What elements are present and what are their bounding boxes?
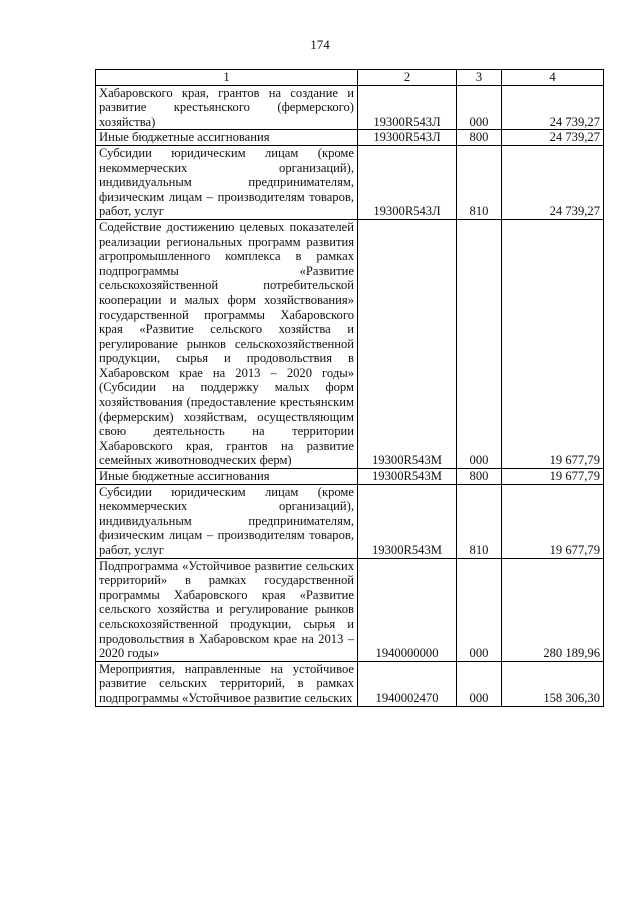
row-vr: 800 bbox=[457, 130, 502, 146]
page-number: 174 bbox=[310, 37, 330, 52]
row-vr: 000 bbox=[457, 219, 502, 468]
row-name: Субсидии юридическим лицам (кроме некоммерческих организаций), индивидуальным предпринимателям, физическим лицам – производителям товаров, работ, услуг bbox=[96, 484, 358, 558]
table-row bbox=[96, 145, 604, 219]
table-row bbox=[96, 219, 604, 468]
row-name: Иные бюджетные ассигнования bbox=[96, 469, 358, 485]
row-code: 1940002470 bbox=[358, 661, 457, 706]
table-row bbox=[96, 130, 604, 146]
row-code: 1940000000 bbox=[358, 558, 457, 661]
budget-table bbox=[95, 69, 604, 707]
row-name: Содействие достижению целевых показателей реализации региональных программ развития агропромышленного комплекса в рамках подпрограммы «Развитие сельскохозяйственной потребительской кооперации и малых форм хозяйствования» государственной программы Хабаровского края «Развитие сельского хозяйства и регулирование рынков сельскохозяйственной продукции, сырья и продовольствия в Хабаровском крае на 2013 – 2020 годы» (Субсидии на поддержку малых форм хозяйствования (предоставление крестьянским (фермерским) хозяйствам, осуществляющим свою деятельность на территории Хабаровского края, грантов на развитие семейных животноводческих ферм) bbox=[96, 219, 358, 468]
row-sum: 24 739,27 bbox=[502, 85, 604, 130]
table-row bbox=[96, 469, 604, 485]
row-vr: 810 bbox=[457, 145, 502, 219]
header-col-2: 2 bbox=[358, 70, 457, 86]
header-col-1: 1 bbox=[96, 70, 358, 86]
header-col-4: 4 bbox=[502, 70, 604, 86]
row-sum: 24 739,27 bbox=[502, 130, 604, 146]
row-code: 19300R543Л bbox=[358, 130, 457, 146]
row-name: Иные бюджетные ассигнования bbox=[96, 130, 358, 146]
row-vr: 000 bbox=[457, 558, 502, 661]
row-sum: 158 306,30 bbox=[502, 661, 604, 706]
table-row bbox=[96, 85, 604, 130]
row-name: Субсидии юридическим лицам (кроме некоммерческих организаций), индивидуальным предпринимателям, физическим лицам – производителям товаров, работ, услуг bbox=[96, 145, 358, 219]
row-sum: 19 677,79 bbox=[502, 484, 604, 558]
row-vr: 800 bbox=[457, 469, 502, 485]
row-sum: 280 189,96 bbox=[502, 558, 604, 661]
table-header-row bbox=[96, 70, 604, 86]
row-code: 19300R543М bbox=[358, 219, 457, 468]
table-row bbox=[96, 661, 604, 706]
row-sum: 19 677,79 bbox=[502, 219, 604, 468]
row-code: 19300R543Л bbox=[358, 85, 457, 130]
row-vr: 000 bbox=[457, 661, 502, 706]
row-sum: 19 677,79 bbox=[502, 469, 604, 485]
row-name: Хабаровского края, грантов на создание и развитие крестьянского (фермерского) хозяйства) bbox=[96, 85, 358, 130]
row-code: 19300R543М bbox=[358, 484, 457, 558]
row-name: Подпрограмма «Устойчивое развитие сельских территорий» в рамках государственной программы Хабаровского края «Развитие сельского хозяйства и регулирование рынков сельскохозяйственной продукции, сырья и продовольствия в Хабаровском крае на 2013 – 2020 годы» bbox=[96, 558, 358, 661]
row-name: Мероприятия, направленные на устойчивое развитие сельских территорий, в рамках подпрограммы «Устойчивое развитие сельских bbox=[96, 661, 358, 706]
row-sum: 24 739,27 bbox=[502, 145, 604, 219]
table-row bbox=[96, 484, 604, 558]
row-code: 19300R543М bbox=[358, 469, 457, 485]
row-code: 19300R543Л bbox=[358, 145, 457, 219]
header-col-3: 3 bbox=[457, 70, 502, 86]
row-vr: 810 bbox=[457, 484, 502, 558]
row-vr: 000 bbox=[457, 85, 502, 130]
table-row bbox=[96, 558, 604, 661]
